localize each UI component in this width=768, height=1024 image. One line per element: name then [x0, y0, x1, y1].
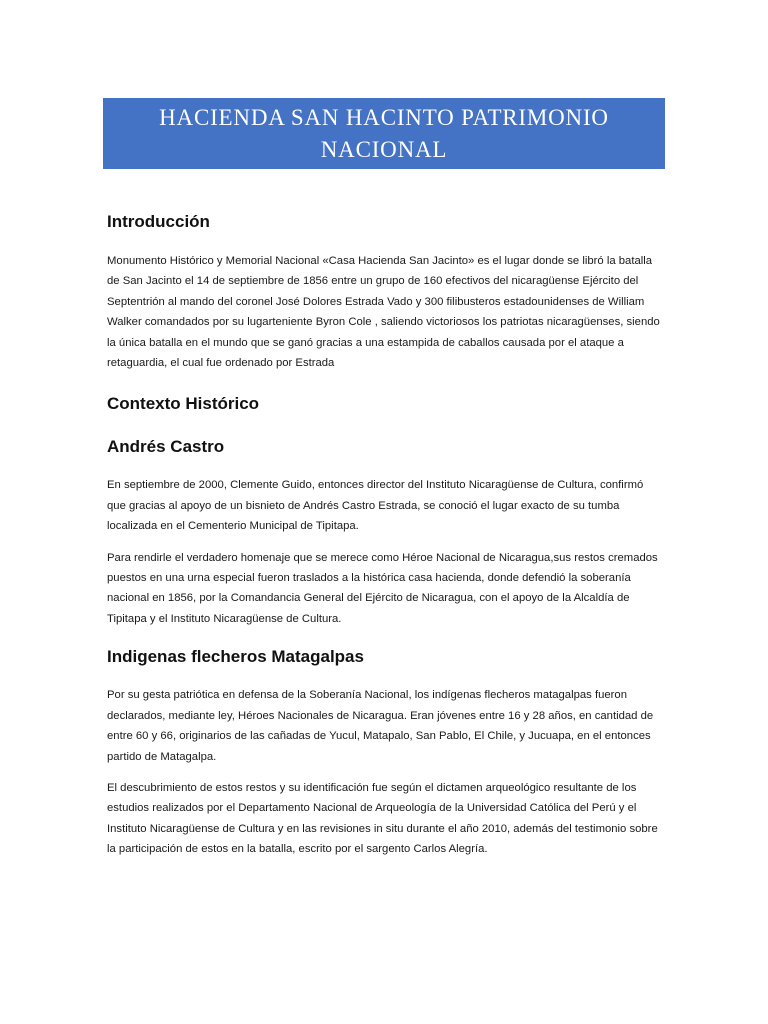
document-body: [107, 210, 663, 860]
section-heading-contexto-historico: Contexto Histórico: [107, 394, 260, 414]
section-heading-introduccion: Introducción: [107, 212, 210, 231]
paragraph-andres-castro-2: Para rendirle el verdadero homenaje que se merece como Héroe Nacional de Nicaragua,sus restos cremados puestos en una urna especial fueron traslados a la histórica casa hacienda, donde defendió la soberanía nacional en 1856, por la Comandancia General del Ejército de Nicaragua, con el apoyo de la Alcaldía de Tipitapa y el Instituto Nicaragüense de Cultura.: [107, 551, 658, 625]
paragraph-andres-castro-1: En septiembre de 2000, Clemente Guido, entonces director del Instituto Nicaragüense de Cultura, confirmó que gracias al apoyo de un bisnieto de Andrés Castro Estrada, se conoció el lugar exacto de su tumba localizada en el Cementerio Municipal de Tipitapa.: [107, 479, 644, 533]
section-andres-castro: [107, 435, 663, 629]
paragraph-indigenas-1: Por su gesta patriótica en defensa de la Soberanía Nacional, los indígenas flecheros matagalpas fueron declarados, mediante ley, Héroes Nacionales de Nicaragua. Eran jóvenes entre 16 y 28 años, en cantidad de entre 60 y 66, originarios de las cañadas de Yucul, Matapalo, San Pablo, El Chile, y Jucuapa, en el entonces partido de Matagalpa.: [107, 689, 654, 763]
section-contexto-historico: [107, 392, 663, 416]
section-introduccion: [107, 210, 663, 373]
section-indigenas-flecheros: [107, 645, 663, 859]
section-heading-indigenas-flecheros: Indigenas flecheros Matagalpas: [107, 647, 364, 667]
paragraph-introduccion: Monumento Histórico y Memorial Nacional «Casa Hacienda San Jacinto» es el lugar donde se libró la batalla de San Jacinto el 14 de septiembre de 1856 entre un grupo de 160 efectivos del nicaragüense Ejército del Septentrión al mando del coronel José Dolores Estrada Vado y 300 filibusteros estadounidenses de William Walker comandados por su lugarteniente Byron Cole , saliendo victoriosos los patriotas nicaragüenses, siendo la única batalla en el mundo que se ganó gracias a una estampida de caballos causada por el ataque a retaguardia, el cual fue ordenado por Estrada: [107, 255, 660, 370]
section-heading-andres-castro: Andrés Castro: [107, 437, 225, 457]
document-title: HACIENDA SAN HACINTO PATRIMONIO NACIONAL: [159, 104, 609, 162]
paragraph-indigenas-2: El descubrimiento de estos restos y su identificación fue según el dictamen arqueológico resultante de los estudios realizados por el Departamento Nacional de Arqueología de la Universidad Católica del Perú y el Instituto Nicaragüense de Cultura y en las revisiones in situ durante el año 2010, además del testimonio sobre la participación de estos en la batalla, escrito por el sargento Carlos Alegría.: [107, 781, 658, 856]
title-banner: [103, 98, 665, 169]
